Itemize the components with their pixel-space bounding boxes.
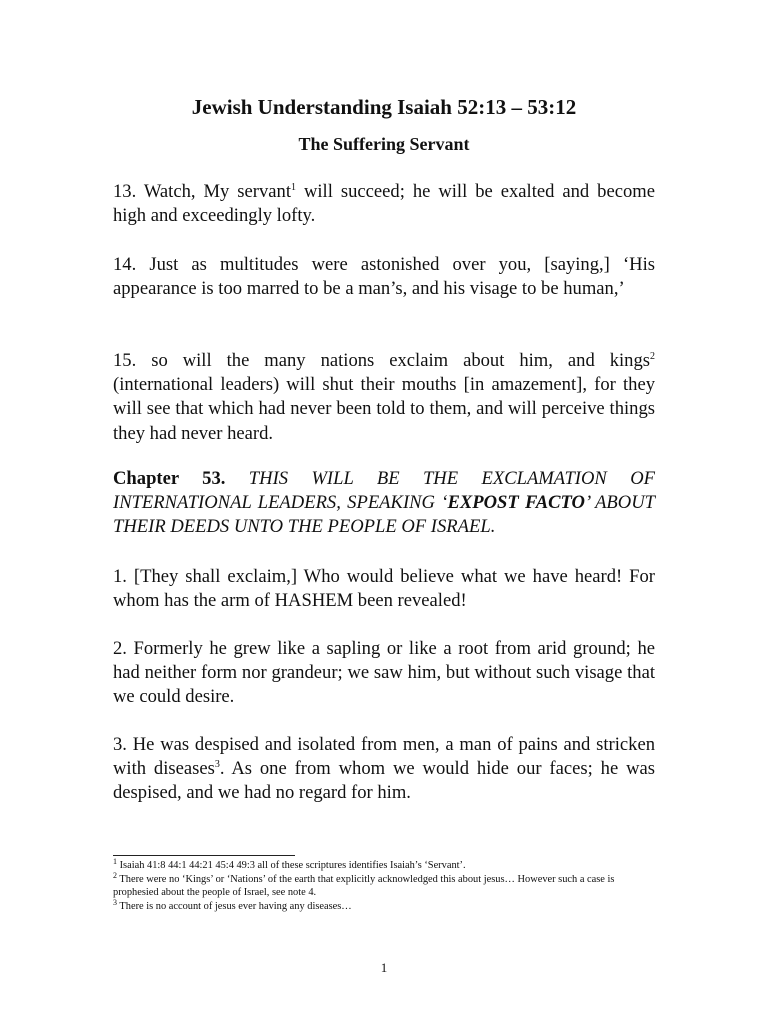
footnote-text: There is no account of jesus ever having any diseases… (117, 901, 352, 913)
verse-3-text-after: . As one from whom we would hide our faces; he was despised, and we had no regard for him. (113, 758, 655, 804)
verse-13-text-after: will succeed; he will be exalted and become high and exceedingly lofty. (113, 181, 655, 227)
document-title: Jewish Understanding Isaiah 52:13 – 53:12 (191, 95, 577, 119)
page-number: 1 (380, 960, 388, 975)
verse-3-text-before: 3. He was despised and isolated from men, a man of pains and stricken with diseases (113, 734, 655, 780)
verse-1: 1. [They shall exclaim,] Who would believe what we have heard! For whom has the arm of HASHEM been revealed! (113, 566, 655, 612)
chapter-emphasis: EXPOST FACTO (447, 492, 585, 514)
verse-3 (113, 733, 655, 806)
chapter-text-after: ’ ABOUT THEIR DEEDS UNTO THE PEOPLE OF ISRAEL. (113, 492, 655, 538)
chapter-53-intro (113, 467, 655, 540)
verse-15-text-after: (international leaders) will shut their mouths [in amazement], for they will see that which had never been told to them, and will perceive things they had never heard. (113, 374, 655, 444)
document-subtitle: The Suffering Servant (298, 134, 470, 154)
verse-2: 2. Formerly he grew like a sapling or like a root from arid ground; he had neither form nor grandeur; we saw him, but without such visage that we could desire. (113, 638, 655, 708)
verse-14: 14. Just as multitudes were astonished over you, [saying,] ‘His appearance is too marred to be a man’s, and his visage to be human,’ (113, 254, 655, 300)
footnote-number: 1 (113, 857, 117, 866)
verse-15-text-before: 15. so will the many nations exclaim about him, and kings (113, 350, 650, 371)
footnote-1 (113, 857, 655, 872)
footnote-ref-1: 1 (291, 182, 296, 193)
footnote-3 (113, 898, 655, 913)
verse-13 (113, 180, 655, 228)
chapter-text-before: THIS WILL BE THE EXCLAMATION OF INTERNATIONAL LEADERS, SPEAKING ‘ (113, 468, 655, 514)
verse-15 (113, 349, 655, 446)
footnotes (113, 857, 655, 916)
footnote-ref-3: 3 (214, 759, 220, 771)
footnote-2 (113, 871, 655, 899)
footnote-text: There were no ‘Kings’ or ‘Nations’ of the earth that explicitly acknowledged this about jesus… However such a case is prophesied about the people of Israel, see note 4. (113, 874, 615, 898)
chapter-heading: Chapter 53. (113, 468, 226, 489)
footnote-number: 3 (113, 898, 117, 908)
footnote-text: Isaiah 41:8 44:1 44:21 45:4 49:3 all of these scriptures identifies Isaiah’s ‘Servant’. (117, 860, 466, 871)
verse-13-text-before: 13. Watch, My servant (113, 181, 291, 202)
footnote-number: 2 (113, 871, 117, 881)
footnote-divider (113, 855, 295, 856)
footnote-ref-2: 2 (650, 351, 655, 362)
